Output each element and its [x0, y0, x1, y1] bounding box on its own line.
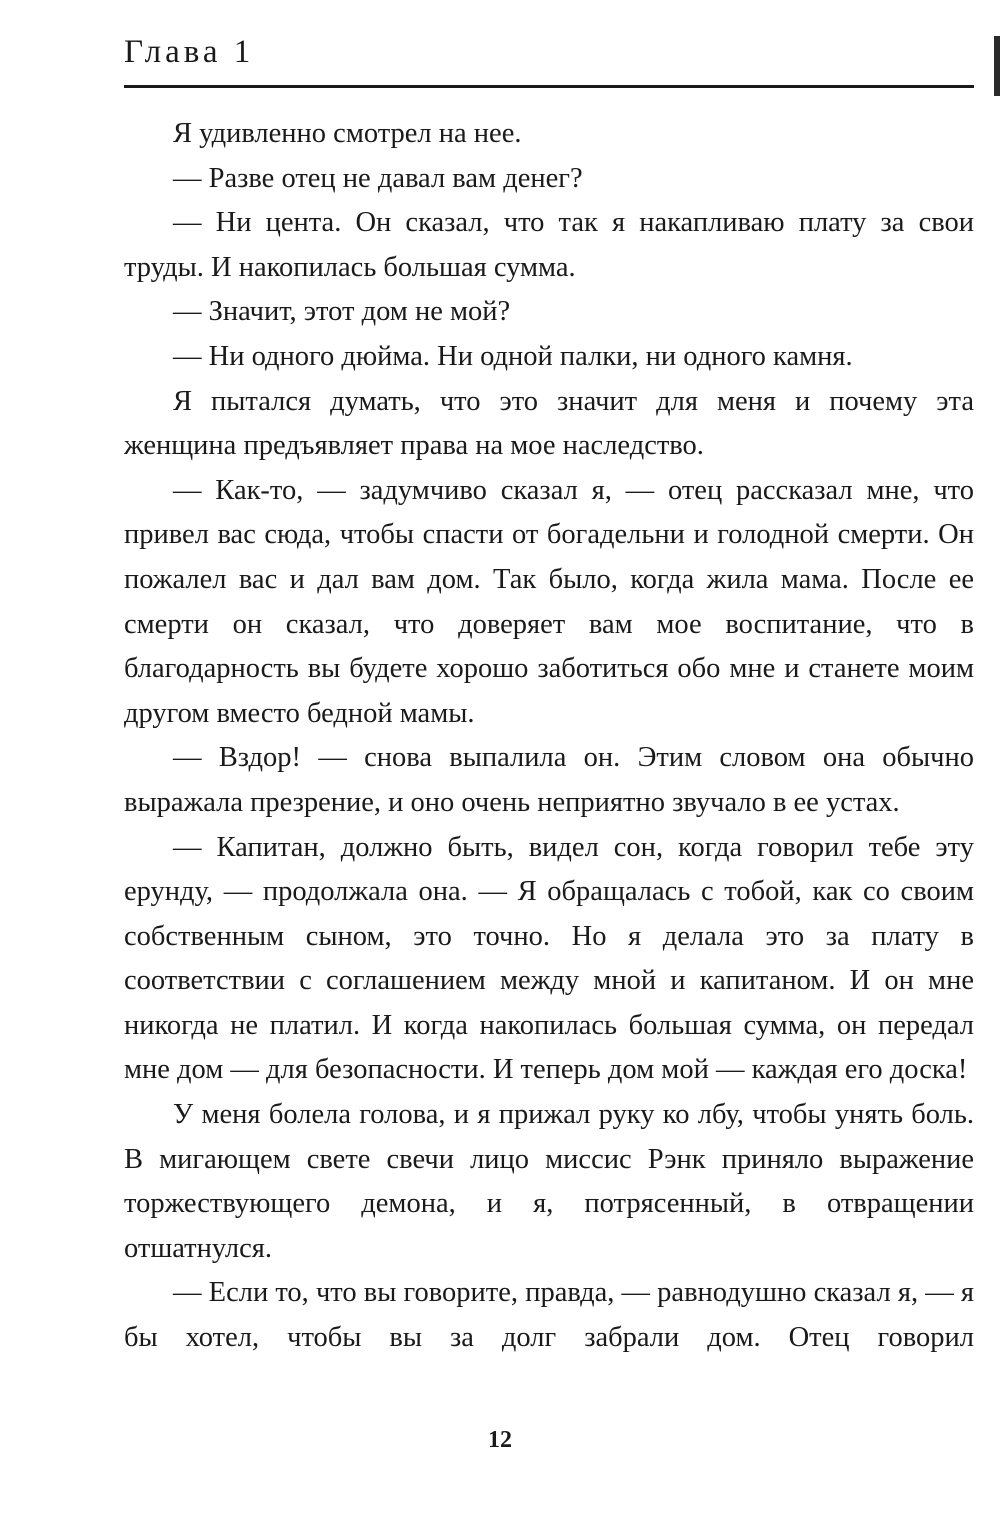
- page-number: 12: [488, 1427, 512, 1453]
- body-text: [124, 112, 974, 1361]
- paragraph: — Ни цента. Он сказал, что так я накапливаю плату за свои труды. И накопилась большая сумма.: [124, 207, 974, 283]
- paragraph: — Разве отец не давал вам денег?: [173, 162, 583, 194]
- paragraph: — Если то, что вы говорите, правда, — равнодушно сказал я, — я бы хотел, чтобы вы за долг забрали дом. Отец говорил: [124, 1277, 974, 1354]
- paragraph: Я пытался думать, что это значит для меня и почему эта женщина предъявляет права на мое наследство.: [124, 385, 974, 462]
- paragraph: — Значит, этот дом не мой?: [173, 296, 511, 328]
- page-edge-mark: [994, 36, 1000, 96]
- paragraph: — Вздор! — снова выпалила он. Этим словом она обычно выражала презрение, и оно очень неприятно звучало в ее устах.: [124, 742, 974, 818]
- chapter-title: Глава 1: [124, 34, 255, 70]
- paragraph: — Как-то, — задумчиво сказал я, — отец рассказал мне, что привел вас сюда, чтобы спасти от богадельни и голодной смерти. Он пожалел вас и дал вам дом. Так было, когда жила мама. После ее смерти он сказал, что доверяет вам мое воспитание, что в благодарность вы будете хорошо заботиться обо мне и станете моим другом вместо бедной мамы.: [124, 474, 974, 729]
- paragraph: У меня болела голова, и я прижал руку ко лбу, чтобы унять боль. В мигающем свете свечи лицо миссис Рэнк приняло выражение торжествующего демона, и я, потрясенный, в отвращении отшатнулся.: [124, 1099, 974, 1264]
- paragraph: Я удивленно смотрел на нее.: [173, 118, 522, 149]
- paragraph: — Капитан, должно быть, видел сон, когда говорил тебе эту ерунду, — продолжала она. — Я обращалась с тобой, как со своим собственным сыном, это точно. Но я делала это за плату в соответствии с соглашением между мной и капитаном. И он мне никогда не платил. И когда накопилась большая сумма, он передал мне дом — для безопасности. И теперь дом мой — каждая его доска!: [124, 831, 974, 1086]
- header-rule: [124, 85, 974, 88]
- paragraph: — Ни одного дюйма. Ни одной палки, ни одного камня.: [173, 340, 853, 372]
